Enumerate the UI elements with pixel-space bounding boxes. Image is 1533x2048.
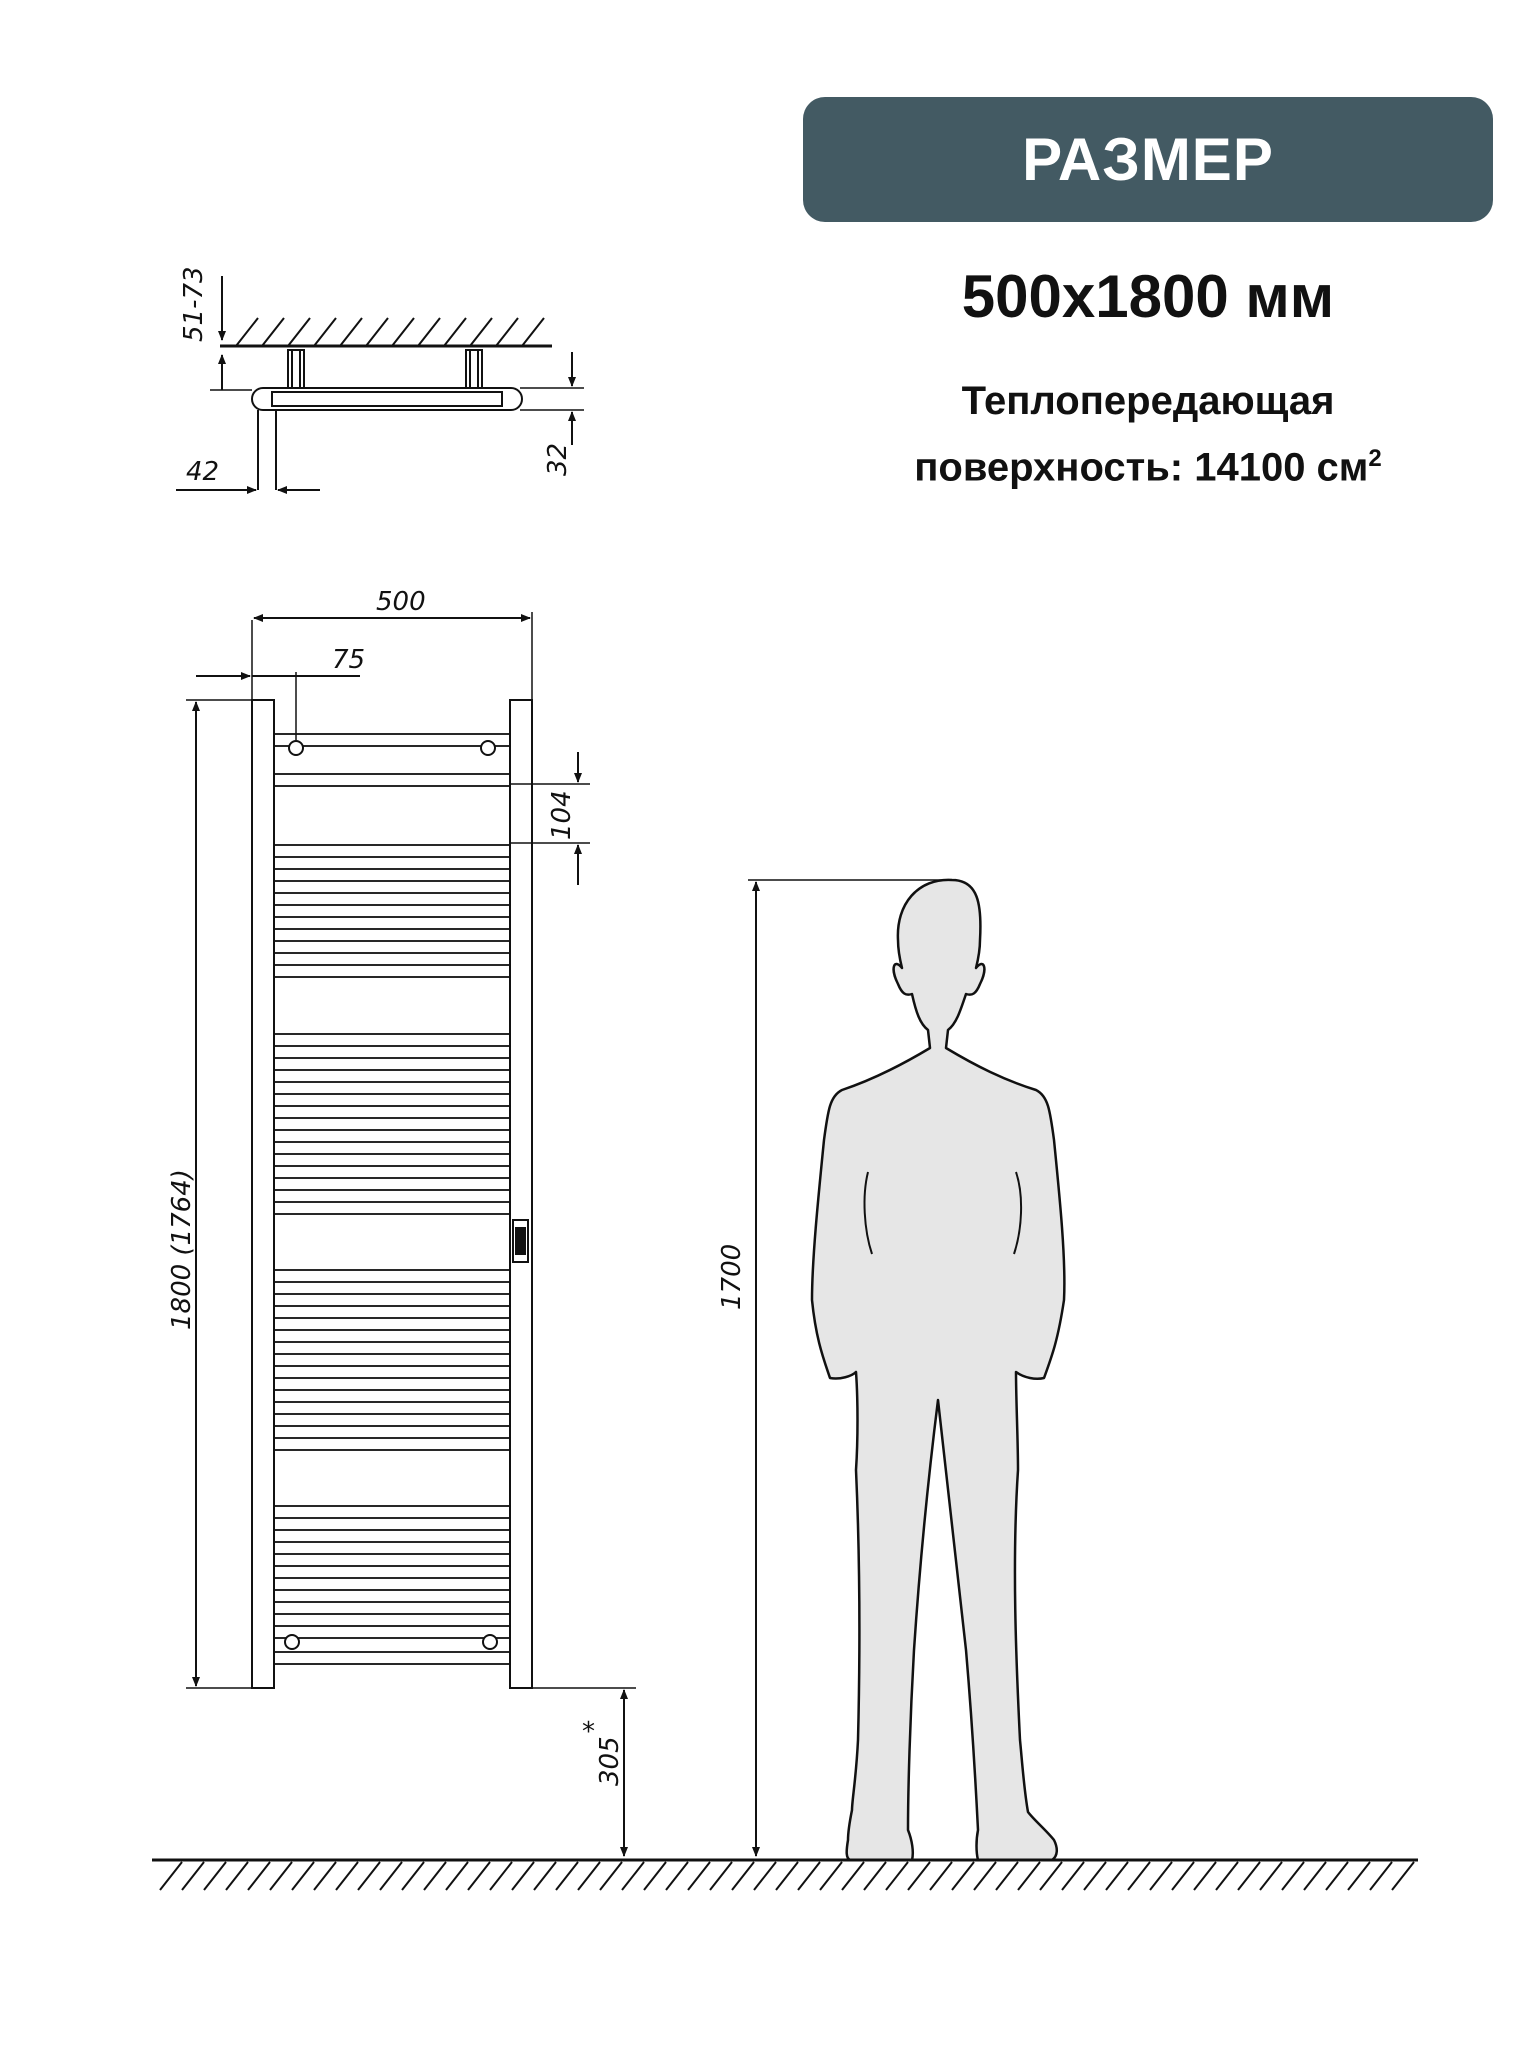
mount-hole bbox=[483, 1635, 497, 1649]
rung bbox=[274, 941, 510, 953]
rung bbox=[274, 1366, 510, 1378]
badge-label: РАЗМЕР bbox=[1022, 126, 1274, 193]
rung bbox=[274, 845, 510, 857]
size-title: 500x1800 мм bbox=[961, 263, 1335, 330]
rung bbox=[274, 734, 510, 746]
person-silhouette bbox=[812, 880, 1064, 1860]
rung bbox=[274, 917, 510, 929]
rung bbox=[274, 1626, 510, 1638]
dim-person-height: 1700 bbox=[717, 1243, 747, 1310]
rung bbox=[274, 1414, 510, 1426]
rail-right bbox=[510, 700, 532, 1688]
rung bbox=[274, 893, 510, 905]
rung bbox=[274, 1342, 510, 1354]
dim-height: 1800 (1764) bbox=[167, 1169, 197, 1330]
mount-hole bbox=[289, 741, 303, 755]
rung bbox=[274, 1294, 510, 1306]
wall-hatch bbox=[236, 318, 544, 346]
rung bbox=[274, 1034, 510, 1046]
rung bbox=[274, 774, 510, 786]
rung bbox=[274, 1058, 510, 1070]
dim-axis-offset: 75 bbox=[332, 645, 366, 675]
dim-wall-gap: 42 bbox=[186, 457, 220, 487]
rung bbox=[274, 869, 510, 881]
rung bbox=[274, 1438, 510, 1450]
rung bbox=[274, 1154, 510, 1166]
dim-bar-height: 32 bbox=[543, 442, 573, 476]
floor-hatch bbox=[160, 1862, 1414, 1890]
rung bbox=[274, 1530, 510, 1542]
rung bbox=[274, 1390, 510, 1402]
rail-left bbox=[252, 700, 274, 1688]
rung bbox=[274, 1082, 510, 1094]
top-view bbox=[176, 276, 584, 490]
dim-floor-clearance: 305 bbox=[595, 1736, 625, 1786]
rung bbox=[274, 1202, 510, 1214]
dim-floor-clearance-mark: * bbox=[582, 1717, 595, 1747]
rung bbox=[274, 1506, 510, 1518]
rung bbox=[274, 1318, 510, 1330]
bracket-right bbox=[466, 350, 482, 388]
rung bbox=[274, 965, 510, 977]
rung bbox=[274, 1602, 510, 1614]
rung bbox=[274, 1270, 510, 1282]
rung bbox=[274, 1652, 510, 1664]
mount-hole bbox=[285, 1635, 299, 1649]
dim-rung-gap: 104 bbox=[547, 790, 577, 840]
rung bbox=[274, 1130, 510, 1142]
mount-hole bbox=[481, 741, 495, 755]
rung bbox=[274, 1178, 510, 1190]
heat-line-2-text: поверхность: 14100 см bbox=[914, 445, 1369, 490]
dim-width: 500 bbox=[376, 587, 426, 617]
heat-sup: 2 bbox=[1368, 445, 1382, 472]
rung bbox=[274, 1578, 510, 1590]
person-figure bbox=[812, 880, 1064, 1860]
dim-top-offset: 51-73 bbox=[179, 266, 209, 342]
heat-line-1: Теплопередающая bbox=[961, 379, 1335, 423]
floor bbox=[152, 1860, 1418, 1890]
bracket-left bbox=[288, 350, 304, 388]
rung bbox=[274, 1106, 510, 1118]
rungs bbox=[274, 734, 510, 1664]
rung bbox=[274, 1554, 510, 1566]
